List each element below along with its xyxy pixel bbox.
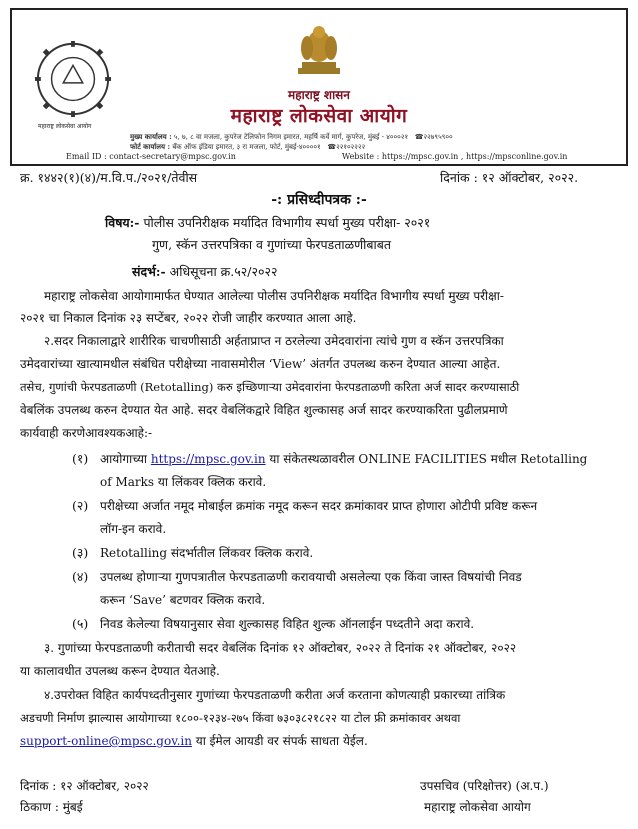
para1-line-2: २०२१ चा निकाल दिनांक २३ सप्टेंबर, २०२२ रोजी जाहीर करण्यात आला आहे.	[20, 311, 357, 325]
step-4-number: (४)	[72, 569, 89, 584]
step-4-line-1: उपलब्ध होणाऱ्या गुणपत्रातील फेरपडताळणी करावयाची असलेल्या एक किंवा जास्त विषयांची निवड	[100, 570, 522, 584]
national-emblem-icon	[294, 22, 344, 78]
step-1-post: या संकेतस्थळावरील ONLINE FACILITIES मधील Retotalling	[265, 452, 588, 466]
government-title: महाराष्ट्र शासन	[288, 88, 350, 102]
step-1-pre: आयोगाच्या	[100, 452, 151, 466]
fort-office-address	[130, 142, 365, 152]
step-1-line-1	[100, 451, 587, 467]
commission-title: महाराष्ट्र लोकसेवा आयोग	[230, 105, 408, 127]
step-2-line-1: परीक्षेच्या अर्जात नमूद मोबाईल क्रमांक नमूद करून सदर क्रमांकावर प्राप्त होणारा ओटीपी प्रविष्ट करून	[100, 499, 538, 513]
reference-label: संदर्भ:-	[132, 264, 166, 279]
mpsc-website-link[interactable]: https://mpsc.gov.in	[150, 452, 266, 466]
footer-organisation: महाराष्ट्र लोकसेवा आयोग	[424, 800, 531, 814]
para2-line-4: वेबलिंक उपलब्ध करुन देण्यात येत आहे. सदर वेबलिंकद्वारे विहित शुल्कासह अर्ज सादर करण्याकरिता पुढीलप्रमाणे	[20, 403, 508, 417]
fort-office-text: बँक ऑफ इंडिया इमारत, ३ रा मजला, फोर्ट, मुंबई-४००००१	[172, 143, 321, 151]
step-5-number: (५)	[72, 616, 89, 631]
step-2-line-2: लॉग-इन करावे.	[100, 522, 167, 536]
para1-line-1: महाराष्ट्र लोकसेवा आयोगामार्फत घेण्यात आलेल्या पोलीस उपनिरीक्षक मर्यादित विभागीय स्पर्धा मुख्य परीक्षा-	[44, 289, 504, 303]
reference-line	[132, 264, 277, 280]
footer-signatory: उपसचिव (परिक्षोत्तर) (अ.प.)	[420, 779, 549, 793]
subject-line-1	[105, 215, 430, 231]
para4-line-1: ४.उपरोक्त विहित कार्यपध्दतीनुसार गुणांच्या फेरपडताळणी करीता अर्ज करताना कोणत्याही प्रकारच्या तांत्रिक	[44, 688, 506, 702]
main-office-address	[130, 132, 453, 142]
reference-text: अधिसूचना क्र.५२/२०२२	[165, 264, 278, 279]
main-office-label: मुख्य कार्यालय :	[130, 132, 172, 141]
main-office-phone: ☎२२७९५९००	[414, 133, 453, 141]
subject-text: पोलीस उपनिरीक्षक मर्यादित विभागीय स्पर्धा मुख्य परीक्षा- २०२१	[139, 215, 431, 230]
page-title: -: प्रसिध्दीपत्रक :-	[271, 192, 367, 208]
footer-date: दिनांक : १२ ऑक्टोबर, २०२२	[20, 779, 149, 793]
para3-line-1: ३. गुणांच्या फेरपडताळणी करीताची सदर वेबलिंक दिनांक १२ ऑक्टोबर, २०२२ ते दिनांक २१ ऑक्टोबर, २०२२	[44, 641, 517, 655]
para4-line-2: अडचणी निर्माण झाल्यास आयोगाच्या १८००-१२३४-२७५ किंवा ७३०३८२१८२२ या टोल फ्री क्रमांकावर अथवा	[20, 711, 461, 725]
step-3-number: (३)	[72, 545, 89, 560]
subject-line-2: गुण, स्कॅन उत्तरपत्रिका व गुणांच्या फेरपडताळणीबाबत	[152, 237, 392, 252]
reference-date: दिनांक : १२ ऑक्टोबर, २०२२.	[440, 170, 579, 185]
para4-line-3	[20, 733, 368, 749]
para3-line-2: या कालावधीत उपलब्ध करून देण्यात येतआहे.	[20, 664, 220, 678]
reference-number: क्र. १४४२(१)(४)/म.वि.प./२०२१/तेवीस	[20, 170, 198, 185]
step-4-line-2: करून ‘Save’ बटणवर क्लिक करावे.	[100, 593, 266, 607]
step-3-line-1: Retotalling संदर्भातील लिंकवर क्लिक करावे.	[100, 546, 314, 560]
fort-office-label: फोर्ट कार्यालय :	[130, 142, 171, 151]
letterhead-website[interactable]: Website : https://mpsc.gov.in , https://mpsconline.gov.in	[342, 152, 568, 161]
letterhead-email[interactable]: Email ID : contact-secretary@mpsc.gov.in	[66, 152, 236, 161]
footer-place: ठिकाण : मुंबई	[20, 800, 83, 814]
seal-caption: महाराष्ट्र लोकसेवा आयोग	[38, 123, 92, 130]
para4-tail: या ईमेल आयडी वर संपर्क साधता येईल.	[191, 734, 368, 748]
para2-line-1: २.सदर निकालाद्वारे शारीरिक चाचणीसाठी अर्हताप्राप्त न ठरलेल्या उमेदवारांना त्यांचे गुण व स्कॅन उत्तरपत्रिका	[44, 334, 504, 348]
step-2-number: (२)	[72, 498, 89, 513]
letterhead	[10, 8, 628, 166]
para2-line-2: उमेदवारांच्या खात्यामधील संबंधित परीक्षेच्या नावासमोरील ‘View’ अंतर्गत उपलब्ध करुन देण्यात आल्या आहेत.	[20, 357, 501, 371]
para2-line-3: तसेच, गुणांची फेरपडताळणी (Retotalling) करु इच्छिणाऱ्या उमेदवारांना फेरपडताळणी करिता अर्ज सादर करण्यासाठी	[20, 380, 520, 394]
para2-line-5: कार्यवाही करणेआवश्यकआहे:-	[20, 426, 153, 440]
fort-office-phone: ☎२२१०२२२२	[327, 143, 366, 151]
step-1-line-2: of Marks या लिंकवर क्लिक करावे.	[100, 475, 267, 489]
step-5-line-1: निवड केलेल्या विषयानुसार सेवा शुल्कासह विहित शुल्क ऑनलाईन पध्दतीने अदा करावे.	[100, 617, 475, 631]
main-office-text: ५, ७, ८ वा मजला, कुपरेज टेलिफोन निगम इमारत, महर्षि कर्वे मार्ग, कुपरेज, मुंबई - ४०००२१	[173, 133, 409, 141]
step-1-number: (१)	[72, 451, 89, 466]
support-email-link[interactable]: support-online@mpsc.gov.in	[20, 734, 192, 748]
subject-label: विषय:-	[105, 215, 140, 230]
